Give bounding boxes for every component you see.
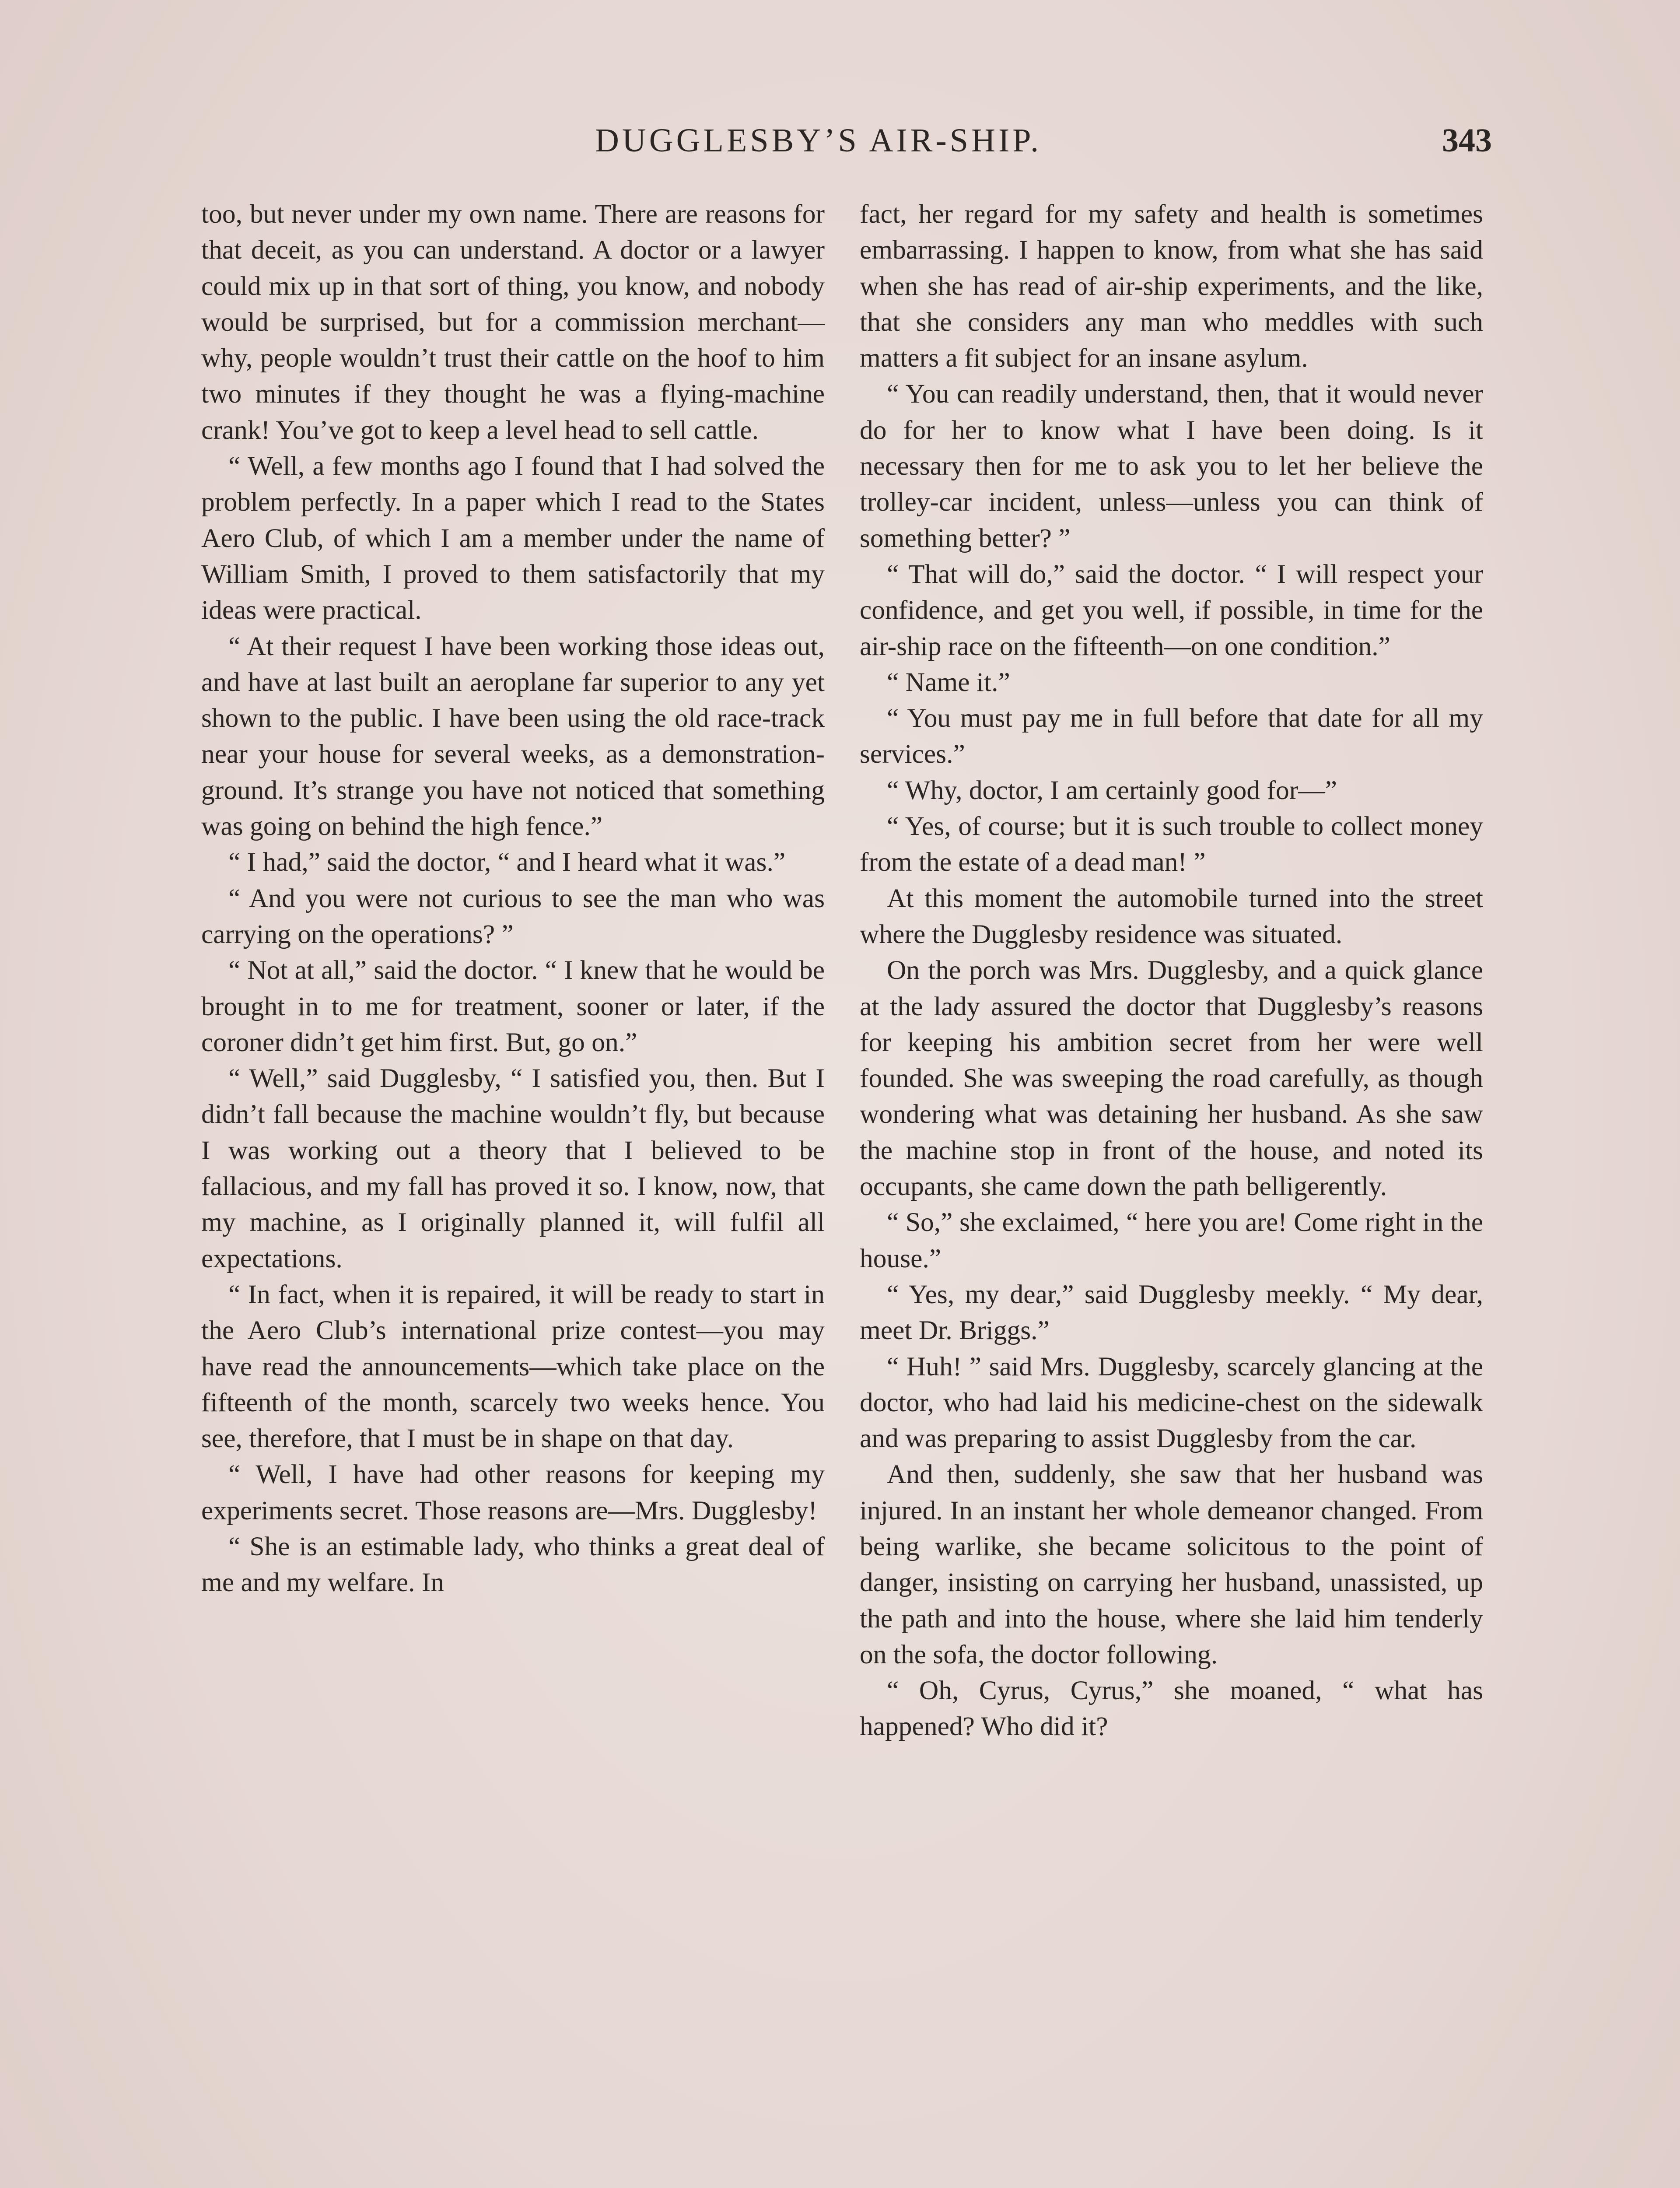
page-number: 343 <box>1442 122 1492 159</box>
running-head <box>201 122 1492 170</box>
paragraph: “ You must pay me in full before that date for all my services.” <box>860 703 1483 769</box>
paragraph: “ Name it.” <box>887 667 1010 697</box>
paragraph: “ Yes, my dear,” said Dugglesby meekly. “ My dear, meet Dr. Briggs.” <box>860 1279 1483 1346</box>
right-column <box>860 196 1483 1745</box>
paragraph: “ You can readily understand, then, that it would never do for her to know what I have been doing. Is it necessary then for me to ask you to let her believe the trolley-car incident, unless—unless you can think of something better? ” <box>860 379 1483 553</box>
paragraph: “ I had,” said the doctor, “ and I heard what it was.” <box>228 847 786 877</box>
paragraph: “ In fact, when it is repaired, it will be ready to start in the Aero Club’s international prize contest—you may have read the announcements—which take place on the fifteenth of the month, scarcely two weeks hence. You see, therefore, that I must be in shape on that day. <box>201 1279 825 1454</box>
paragraph: “ Well, a few months ago I found that I had solved the problem perfectly. In a paper which I read to the States Aero Club, of which I am a member under the name of William Smith, I proved to them satisfactorily that my ideas were practical. <box>201 451 825 625</box>
paragraph: “ That will do,” said the doctor. “ I will respect your confidence, and get you well, if possible, in time for the air-ship race on the fifteenth—on one condition.” <box>860 559 1483 661</box>
paragraph: “ Not at all,” said the doctor. “ I knew that he would be brought in to me for treatment, sooner or later, if the coroner didn’t get him first. But, go on.” <box>201 955 825 1057</box>
paragraph: “ Well,” said Dugglesby, “ I satisfied you, then. But I didn’t fall because the machine wouldn’t fly, but because I was working out a theory that I believed to be fallacious, and my fall has proved it so. I know, now, that my machine, as I originally planned it, will fulfil all expectations. <box>201 1063 825 1273</box>
paragraph: At this moment the automobile turned into the street where the Dugglesby residence was situated. <box>860 883 1483 949</box>
paragraph: “ And you were not curious to see the man who was carrying on the operations? ” <box>201 883 825 949</box>
paragraph: too, but never under my own name. There are reasons for that deceit, as you can understand. A doctor or a lawyer could mix up in that sort of thing, you know, and nobody would be surprised, but for a commission merchant—why, people wouldn’t trust their cattle on the hoof to him two minutes if they thought he was a flying-machine crank! You’ve got to keep a level head to sell cattle. <box>201 199 825 445</box>
paragraph: “ Huh! ” said Mrs. Dugglesby, scarcely glancing at the doctor, who had laid his medicine-chest on the sidewalk and was preparing to assist Dugglesby from the car. <box>860 1351 1483 1454</box>
paragraph: On the porch was Mrs. Dugglesby, and a quick glance at the lady assured the doctor that Dugglesby’s reasons for keeping his ambition secret from her were well founded. She was sweeping the road carefully, as though wondering what was detaining her husband. As she saw the machine stop in front of the house, and noted its occupants, she came down the path belligerently. <box>860 955 1483 1202</box>
paragraph: And then, suddenly, she saw that her husband was injured. In an instant her whole demeanor changed. From being warlike, she became solicitous to the point of danger, insisting on carrying her husband, unassisted, up the path and into the house, where she laid him tenderly on the sofa, the doctor following. <box>860 1459 1483 1669</box>
paragraph: “ At their request I have been working those ideas out, and have at last built an aeroplane far superior to any yet shown to the public. I have been using the old race-track near your house for several weeks, as a demonstration-ground. It’s strange you have not noticed that something was going on behind the high fence.” <box>201 631 825 842</box>
left-column <box>201 196 825 1601</box>
paragraph: “ Oh, Cyrus, Cyrus,” she moaned, “ what has happened? Who did it? <box>860 1676 1483 1742</box>
paragraph: “ Well, I have had other reasons for keeping my experiments secret. Those reasons are—Mrs. Dugglesby! <box>201 1459 825 1525</box>
running-title: DUGGLESBY’S AIR-SHIP. <box>595 122 1042 159</box>
paragraph: “ Why, doctor, I am certainly good for—” <box>887 775 1337 805</box>
paragraph: “ She is an estimable lady, who thinks a great deal of me and my welfare. In <box>201 1531 825 1598</box>
paragraph: fact, her regard for my safety and health is sometimes embarrassing. I happen to know, from what she has said when she has read of air-ship experiments, and the like, that she considers any man who meddles with such matters a fit subject for an insane asylum. <box>860 199 1483 373</box>
paragraph: “ So,” she exclaimed, “ here you are! Come right in the house.” <box>860 1207 1483 1273</box>
paragraph: “ Yes, of course; but it is such trouble to collect money from the estate of a dead man! ” <box>860 811 1483 877</box>
